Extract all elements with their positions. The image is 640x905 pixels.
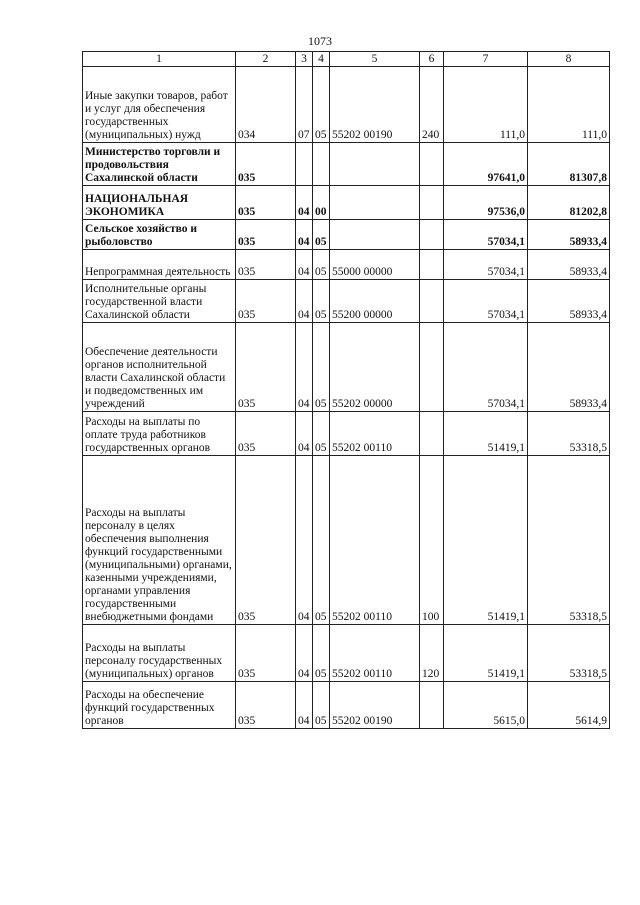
amount-col7: 57034,1 <box>444 280 528 323</box>
row-name: Министерство торговли и продовольствия Сахалинской области <box>83 143 236 186</box>
target-article: 55202 00110 <box>330 412 420 456</box>
col-header-4: 4 <box>313 52 330 67</box>
expense-type: 240 <box>420 67 444 143</box>
amount-col8: 53318,5 <box>528 456 610 625</box>
ministry-code: 035 <box>236 412 296 456</box>
subsection-code: 00 <box>313 186 330 220</box>
section-code: 04 <box>296 682 313 729</box>
section-code: 04 <box>296 280 313 323</box>
target-article: 55000 00000 <box>330 250 420 280</box>
amount-col8: 58933,4 <box>528 250 610 280</box>
ministry-code: 035 <box>236 456 296 625</box>
subsection-code <box>313 143 330 186</box>
subsection-code: 05 <box>313 625 330 682</box>
row-name: Исполнительные органы государственной власти Сахалинской области <box>83 280 236 323</box>
target-article: 55202 00000 <box>330 323 420 412</box>
subsection-code: 05 <box>313 456 330 625</box>
section-code: 04 <box>296 323 313 412</box>
table-row <box>83 682 610 729</box>
subsection-code: 05 <box>313 280 330 323</box>
subsection-code: 05 <box>313 323 330 412</box>
table-row <box>83 186 610 220</box>
target-article: 55202 00110 <box>330 456 420 625</box>
expense-type <box>420 682 444 729</box>
row-name: Расходы на обеспечение функций государственных органов <box>83 682 236 729</box>
expense-type <box>420 323 444 412</box>
expense-type: 120 <box>420 625 444 682</box>
section-code <box>296 143 313 186</box>
col-header-6: 6 <box>420 52 444 67</box>
col-header-7: 7 <box>444 52 528 67</box>
col-header-8: 8 <box>528 52 610 67</box>
amount-col8: 81202,8 <box>528 186 610 220</box>
table-row <box>83 323 610 412</box>
ministry-code: 035 <box>236 250 296 280</box>
amount-col8: 5614,9 <box>528 682 610 729</box>
section-code: 04 <box>296 220 313 250</box>
col-header-1: 1 <box>83 52 236 67</box>
target-article <box>330 186 420 220</box>
amount-col7: 57034,1 <box>444 220 528 250</box>
amount-col7: 97536,0 <box>444 186 528 220</box>
table-row <box>83 625 610 682</box>
amount-col7: 57034,1 <box>444 323 528 412</box>
amount-col7: 51419,1 <box>444 625 528 682</box>
amount-col7: 5615,0 <box>444 682 528 729</box>
row-name: Расходы на выплаты по оплате труда работников государственных органов <box>83 412 236 456</box>
section-code: 04 <box>296 456 313 625</box>
expense-type <box>420 280 444 323</box>
ministry-code: 035 <box>236 682 296 729</box>
budget-table <box>82 51 610 729</box>
target-article: 55200 00000 <box>330 280 420 323</box>
col-header-2: 2 <box>236 52 296 67</box>
amount-col8: 111,0 <box>528 67 610 143</box>
target-article: 55202 00110 <box>330 625 420 682</box>
table-row <box>83 220 610 250</box>
table-row <box>83 412 610 456</box>
amount-col7: 97641,0 <box>444 143 528 186</box>
subsection-code: 05 <box>313 250 330 280</box>
amount-col8: 58933,4 <box>528 323 610 412</box>
page-number: 1073 <box>308 34 332 48</box>
table-row <box>83 67 610 143</box>
section-code: 04 <box>296 625 313 682</box>
expense-type <box>420 412 444 456</box>
table-row <box>83 456 610 625</box>
row-name: Расходы на выплаты персоналу государственных (муниципальных) органов <box>83 625 236 682</box>
section-code: 04 <box>296 412 313 456</box>
row-name: Непрограммная деятельность <box>83 250 236 280</box>
amount-col8: 81307,8 <box>528 143 610 186</box>
expense-type <box>420 143 444 186</box>
col-header-5: 5 <box>330 52 420 67</box>
target-article: 55202 00190 <box>330 682 420 729</box>
ministry-code: 034 <box>236 67 296 143</box>
amount-col8: 58933,4 <box>528 220 610 250</box>
amount-col8: 53318,5 <box>528 625 610 682</box>
section-code: 07 <box>296 67 313 143</box>
subsection-code: 05 <box>313 67 330 143</box>
section-code: 04 <box>296 186 313 220</box>
table-row <box>83 280 610 323</box>
header-row <box>83 52 610 67</box>
row-name: Расходы на выплаты персоналу в целях обеспечения выполнения функций государственными (муниципальными) органами, казенными учреждениями, органами управления государственными внебюджетными фондами <box>83 456 236 625</box>
subsection-code: 05 <box>313 682 330 729</box>
subsection-code: 05 <box>313 220 330 250</box>
amount-col7: 51419,1 <box>444 456 528 625</box>
row-name: Сельское хозяйство и рыболовство <box>83 220 236 250</box>
row-name: Иные закупки товаров, работ и услуг для обеспечения государственных (муниципальных) нужд <box>83 67 236 143</box>
ministry-code: 035 <box>236 220 296 250</box>
amount-col7: 111,0 <box>444 67 528 143</box>
expense-type <box>420 220 444 250</box>
ministry-code: 035 <box>236 186 296 220</box>
table-row <box>83 143 610 186</box>
expense-type <box>420 186 444 220</box>
ministry-code: 035 <box>236 625 296 682</box>
col-header-3: 3 <box>296 52 313 67</box>
expense-type <box>420 250 444 280</box>
subsection-code: 05 <box>313 412 330 456</box>
amount-col7: 51419,1 <box>444 412 528 456</box>
target-article: 55202 00190 <box>330 67 420 143</box>
row-name: НАЦИОНАЛЬНАЯ ЭКОНОМИКА <box>83 186 236 220</box>
amount-col7: 57034,1 <box>444 250 528 280</box>
ministry-code: 035 <box>236 280 296 323</box>
amount-col8: 58933,4 <box>528 280 610 323</box>
expense-type: 100 <box>420 456 444 625</box>
target-article <box>330 220 420 250</box>
ministry-code: 035 <box>236 143 296 186</box>
target-article <box>330 143 420 186</box>
ministry-code: 035 <box>236 323 296 412</box>
row-name: Обеспечение деятельности органов исполнительной власти Сахалинской области и подведомственных им учреждений <box>83 323 236 412</box>
table-row <box>83 250 610 280</box>
amount-col8: 53318,5 <box>528 412 610 456</box>
section-code: 04 <box>296 250 313 280</box>
